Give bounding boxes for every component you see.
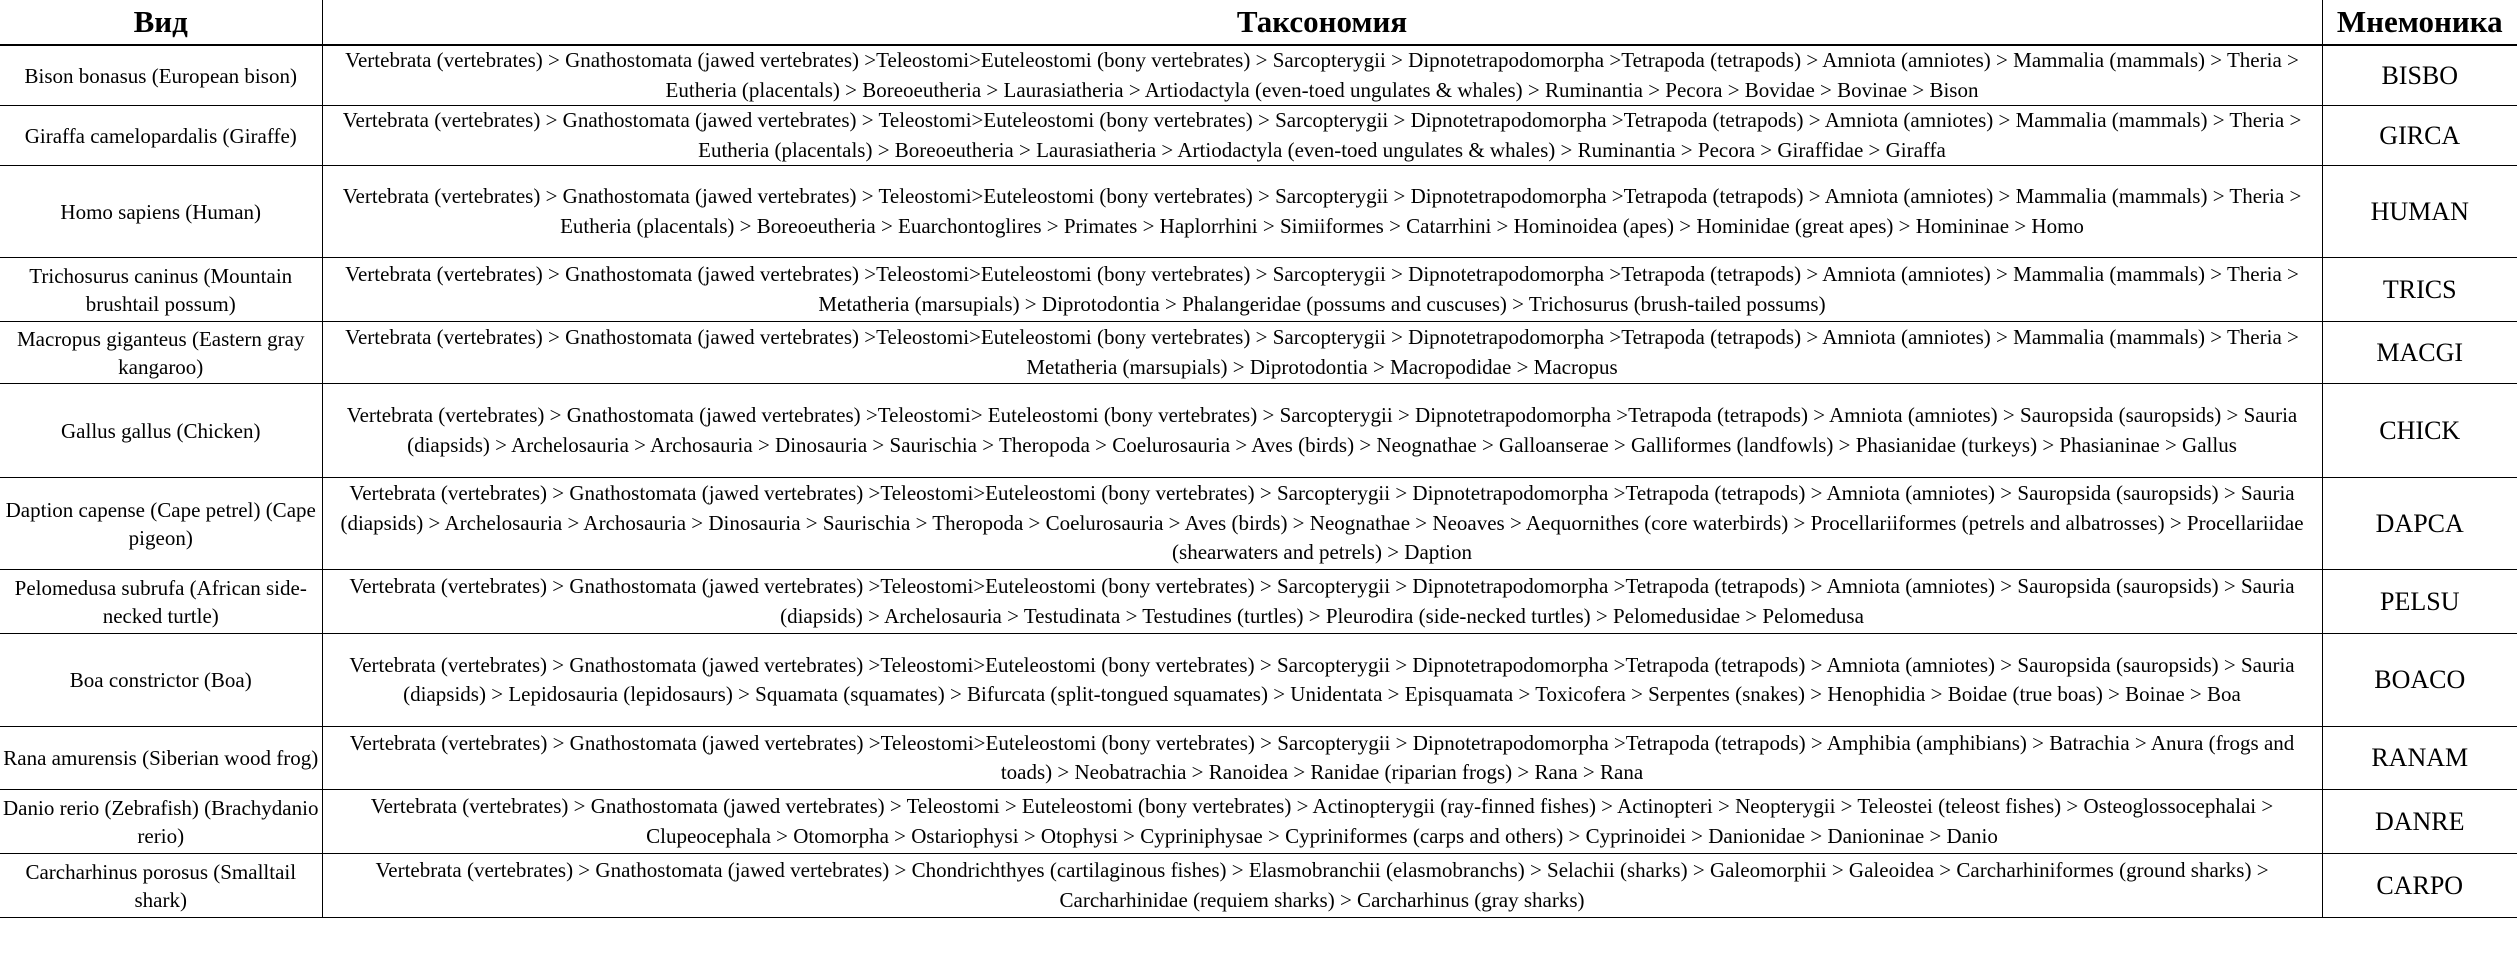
taxonomy-cell: Vertebrata (vertebrates) > Gnathostomata (jawed vertebrates) >Teleostomi>Euteleostomi (bony vertebrates) > Sarcopterygii > Dipnotetrapodomorpha >Tetrapoda (tetrapods) > Amniota (amniotes) > Sauropsida (sauropsids) > Sauria (diapsids) > Archelosauria > Testudinata > Testudines (turtles) > Pleurodira (side-necked turtles) > Pelomedusidae > Pelomedusa — [322, 570, 2322, 634]
taxonomy-cell: Vertebrata (vertebrates) > Gnathostomata (jawed vertebrates) > Teleostomi>Euteleostomi (bony vertebrates) > Sarcopterygii > Dipnotetrapodomorpha >Tetrapoda (tetrapods) > Amniota (amniotes) > Mammalia (mammals) > Theria > Eutheria (placentals) > Boreoeutheria > Euarchontoglires > Primates > Haplorrhini > Simiiformes > Catarrhini > Hominoidea (apes) > Hominidae (great apes) > Homininae > Homo — [322, 166, 2322, 258]
mnemonic-cell: BOACO — [2322, 634, 2517, 727]
species-cell: Rana amurensis (Siberian wood frog) — [0, 727, 322, 790]
taxonomy-cell: Vertebrata (vertebrates) > Gnathostomata (jawed vertebrates) >Teleostomi> Euteleostomi (bony vertebrates) > Sarcopterygii > Dipnotetrapodomorpha >Tetrapoda (tetrapods) > Amniota (amniotes) > Sauropsida (sauropsids) > Sauria (diapsids) > Archelosauria > Archosauria > Dinosauria > Saurischia > Theropoda > Coelurosauria > Aves (birds) > Neognathae > Galloanserae > Galliformes (landfowls) > Phasianidae (turkeys) > Phasianinae > Gallus — [322, 384, 2322, 478]
species-cell: Gallus gallus (Chicken) — [0, 384, 322, 478]
mnemonic-cell: CHICK — [2322, 384, 2517, 478]
taxonomy-cell: Vertebrata (vertebrates) > Gnathostomata (jawed vertebrates) > Chondrichthyes (cartilaginous fishes) > Elasmobranchii (elasmobranchs) > Selachii (sharks) > Galeomorphii > Galeoidea > Carcharhiniformes (ground sharks) > Carcharhinidae (requiem sharks) > Carcharhinus (gray sharks) — [322, 854, 2322, 918]
mnemonic-cell: CARPO — [2322, 854, 2517, 918]
species-cell: Bison bonasus (European bison) — [0, 45, 322, 106]
table-row — [0, 166, 2517, 258]
mnemonic-cell: HUMAN — [2322, 166, 2517, 258]
species-cell: Carcharhinus porosus (Smalltail shark) — [0, 854, 322, 918]
taxonomy-cell: Vertebrata (vertebrates) > Gnathostomata (jawed vertebrates) >Teleostomi>Euteleostomi (bony vertebrates) > Sarcopterygii > Dipnotetrapodomorpha >Tetrapoda (tetrapods) > Amniota (amniotes) > Mammalia (mammals) > Theria > Eutheria (placentals) > Boreoeutheria > Laurasiatheria > Artiodactyla (even-toed ungulates & whales) > Ruminantia > Pecora > Bovidae > Bovinae > Bison — [322, 45, 2322, 106]
mnemonic-cell: TRICS — [2322, 258, 2517, 322]
mnemonic-cell: MACGI — [2322, 322, 2517, 384]
species-cell: Macropus giganteus (Eastern gray kangaroo) — [0, 322, 322, 384]
table-row — [0, 570, 2517, 634]
species-cell: Pelomedusa subrufa (African side-necked turtle) — [0, 570, 322, 634]
taxonomy-cell: Vertebrata (vertebrates) > Gnathostomata (jawed vertebrates) >Teleostomi>Euteleostomi (bony vertebrates) > Sarcopterygii > Dipnotetrapodomorpha >Tetrapoda (tetrapods) > Amniota (amniotes) > Sauropsida (sauropsids) > Sauria (diapsids) > Lepidosauria (lepidosaurs) > Squamata (squamates) > Bifurcata (split-tongued squamates) > Unidentata > Episquamata > Toxicofera > Serpentes (snakes) > Henophidia > Boidae (true boas) > Boinae > Boa — [322, 634, 2322, 727]
species-cell: Giraffa camelopardalis (Giraffe) — [0, 106, 322, 166]
table-row — [0, 322, 2517, 384]
table-row — [0, 258, 2517, 322]
taxonomy-cell: Vertebrata (vertebrates) > Gnathostomata (jawed vertebrates) >Teleostomi>Euteleostomi (bony vertebrates) > Sarcopterygii > Dipnotetrapodomorpha >Tetrapoda (tetrapods) > Amniota (amniotes) > Sauropsida (sauropsids) > Sauria (diapsids) > Archelosauria > Archosauria > Dinosauria > Saurischia > Theropoda > Coelurosauria > Aves (birds) > Neognathae > Neoaves > Aequornithes (core waterbirds) > Procellariiformes (petrels and albatrosses) > Procellariidae (shearwaters and petrels) > Daption — [322, 478, 2322, 570]
table-row — [0, 634, 2517, 727]
taxonomy-cell: Vertebrata (vertebrates) > Gnathostomata (jawed vertebrates) >Teleostomi>Euteleostomi (bony vertebrates) > Sarcopterygii > Dipnotetrapodomorpha >Tetrapoda (tetrapods) > Amphibia (amphibians) > Batrachia > Anura (frogs and toads) > Neobatrachia > Ranoidea > Ranidae (riparian frogs) > Rana > Rana — [322, 727, 2322, 790]
column-header-species: Вид — [0, 0, 322, 45]
species-cell: Boa constrictor (Boa) — [0, 634, 322, 727]
header-row — [0, 0, 2517, 45]
species-cell: Trichosurus caninus (Mountain brushtail possum) — [0, 258, 322, 322]
column-header-mnemonic: Мнемоника — [2322, 0, 2517, 45]
mnemonic-cell: DANRE — [2322, 790, 2517, 854]
column-header-taxonomy: Таксономия — [322, 0, 2322, 45]
table-row — [0, 478, 2517, 570]
taxonomy-cell: Vertebrata (vertebrates) > Gnathostomata (jawed vertebrates) >Teleostomi>Euteleostomi (bony vertebrates) > Sarcopterygii > Dipnotetrapodomorpha >Tetrapoda (tetrapods) > Amniota (amniotes) > Mammalia (mammals) > Theria > Metatheria (marsupials) > Diprotodontia > Phalangeridae (possums and cuscuses) > Trichosurus (brush-tailed possums) — [322, 258, 2322, 322]
taxonomy-cell: Vertebrata (vertebrates) > Gnathostomata (jawed vertebrates) > Teleostomi>Euteleostomi (bony vertebrates) > Sarcopterygii > Dipnotetrapodomorpha >Tetrapoda (tetrapods) > Amniota (amniotes) > Mammalia (mammals) > Theria > Eutheria (placentals) > Boreoeutheria > Laurasiatheria > Artiodactyla (even-toed ungulates & whales) > Ruminantia > Pecora > Giraffidae > Giraffa — [322, 106, 2322, 166]
table-row — [0, 45, 2517, 106]
mnemonic-cell: BISBO — [2322, 45, 2517, 106]
table-row — [0, 384, 2517, 478]
mnemonic-cell: DAPCA — [2322, 478, 2517, 570]
species-cell: Daption capense (Cape petrel) (Cape pigeon) — [0, 478, 322, 570]
mnemonic-cell: GIRCA — [2322, 106, 2517, 166]
table-row — [0, 106, 2517, 166]
taxonomy-cell: Vertebrata (vertebrates) > Gnathostomata (jawed vertebrates) >Teleostomi>Euteleostomi (bony vertebrates) > Sarcopterygii > Dipnotetrapodomorpha >Tetrapoda (tetrapods) > Amniota (amniotes) > Mammalia (mammals) > Theria > Metatheria (marsupials) > Diprotodontia > Macropodidae > Macropus — [322, 322, 2322, 384]
species-cell: Homo sapiens (Human) — [0, 166, 322, 258]
species-cell: Danio rerio (Zebrafish) (Brachydanio rerio) — [0, 790, 322, 854]
mnemonic-cell: PELSU — [2322, 570, 2517, 634]
table-row — [0, 790, 2517, 854]
table-row — [0, 854, 2517, 918]
table-row — [0, 727, 2517, 790]
mnemonic-cell: RANAM — [2322, 727, 2517, 790]
taxonomy-cell: Vertebrata (vertebrates) > Gnathostomata (jawed vertebrates) > Teleostomi > Euteleostomi (bony vertebrates) > Actinopterygii (ray-finned fishes) > Actinopteri > Neopterygii > Teleostei (teleost fishes) > Osteoglossocephalai > Clupeocephala > Otomorpha > Ostariophysi > Otophysi > Cypriniphysae > Cypriniformes (carps and others) > Cyprinoidei > Danionidae > Danioninae > Danio — [322, 790, 2322, 854]
